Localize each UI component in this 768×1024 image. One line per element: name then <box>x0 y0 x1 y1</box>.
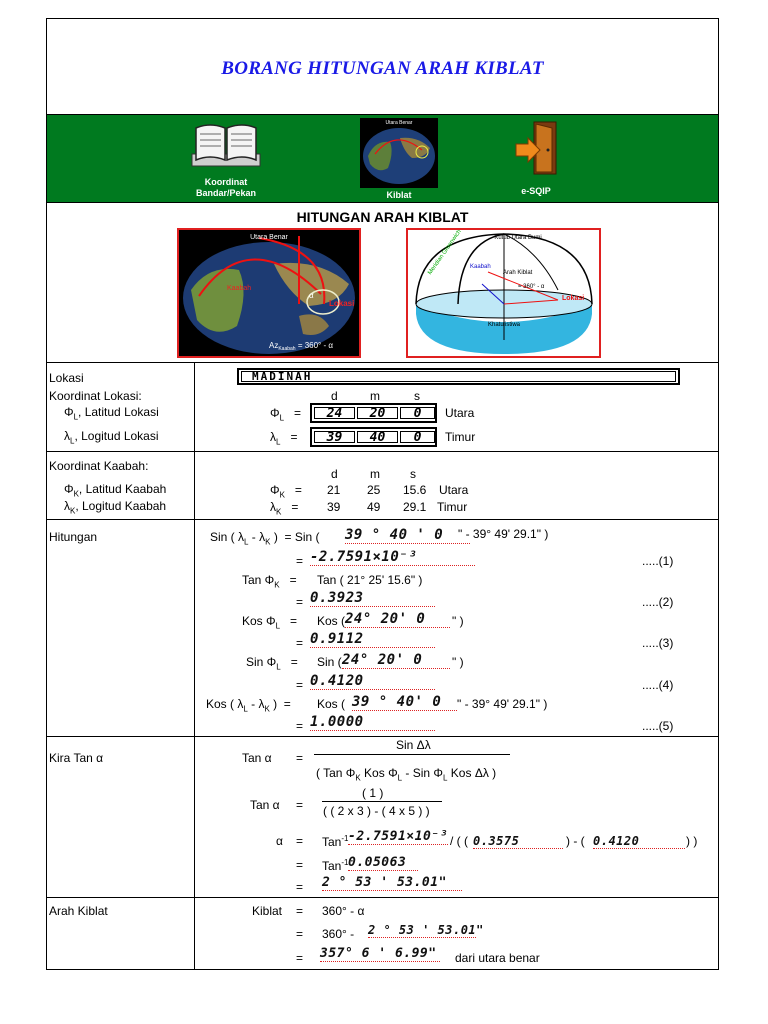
earth-diagram <box>179 230 359 356</box>
svg-text:Utara Benar: Utara Benar <box>250 234 288 241</box>
col-m: m <box>370 389 380 403</box>
denominator-2: ( ( 2 x 3 ) - ( 4 x 5 ) ) <box>323 804 430 818</box>
lon-m[interactable]: 40 <box>357 431 398 443</box>
divider <box>46 362 719 363</box>
svg-text:Kaabah: Kaabah <box>227 285 252 292</box>
result-3: 0.9112 <box>310 631 435 648</box>
globe-icon <box>360 118 438 188</box>
alpha-end: ) ) <box>686 834 698 848</box>
svg-text:AzKaabah = 360° - α: $Az_{Kaabah} = 360^\circ - \alpha$ <box>269 341 333 352</box>
result-4: 0.4120 <box>310 673 435 690</box>
lat-m[interactable]: 20 <box>357 407 398 419</box>
svg-text:Lokasi: Lokasi <box>329 299 355 308</box>
eq-sign: = <box>296 751 304 765</box>
alpha-input-4: 0.05063 <box>348 855 418 871</box>
kaabah-lat-s: 15.6 <box>403 483 427 497</box>
svg-text:Khatulistiwa: Khatulistiwa <box>488 322 521 328</box>
fraction-line <box>322 801 442 802</box>
kos-input: 24° 20' 0 <box>345 611 450 628</box>
eq-sign: = <box>296 678 304 692</box>
lat-d[interactable]: 24 <box>314 407 355 419</box>
lambda-l-symbol: $\lambda_L$ = <box>270 430 298 447</box>
sin2-input: 24° 20' 0 <box>342 652 450 669</box>
phi-l-symbol: $\Phi_L$ = <box>270 406 302 423</box>
divider <box>46 202 719 203</box>
kiblat-label[interactable]: Kiblat <box>386 190 412 200</box>
eq-sign: = <box>296 858 304 872</box>
tan-inv-2: Tan$^{-1}$ <box>322 858 349 873</box>
tan-inv-1: Tan$^{-1}$ <box>322 834 349 849</box>
sin-dl-label: Sin ( $\lambda_L - \lambda_K$ ) = Sin ( <box>210 530 320 547</box>
lon-d[interactable]: 39 <box>314 431 355 443</box>
eq-number-1: .....(1) <box>642 554 674 568</box>
result-1: -2.7591×10⁻³ <box>310 549 475 566</box>
eq-sign: = <box>296 595 304 609</box>
koordinat-button[interactable] <box>190 118 262 170</box>
result-2: 0.3923 <box>310 590 435 607</box>
sin-dl-input: 39 ° 40 ' 0 <box>345 527 470 544</box>
kaabah-lat-m: 25 <box>367 483 381 497</box>
kaabah-lon-d: 39 <box>327 500 341 514</box>
svg-text:Meridian Greenwich: Meridian Greenwich <box>427 230 463 277</box>
kiblat-label: Kiblat <box>252 904 283 918</box>
kiblat-result: 357° 6 ' 6.99" <box>320 946 440 962</box>
kaabah-lon-m: 49 <box>367 500 381 514</box>
koordinat-kaabah-label: Koordinat Kaabah: <box>49 459 149 473</box>
eq-sign: = <box>296 880 304 894</box>
tan-expr: Tan ( 21° 25' 15.6" ) <box>317 573 423 587</box>
kaabah-lon-s: 29.1 <box>403 500 427 514</box>
divider <box>46 451 719 452</box>
page-title: BORANG HITUNGAN ARAH KIBLAT <box>221 58 544 79</box>
eq-sign: = <box>296 904 304 918</box>
koordinat-lokasi-label: Koordinat Lokasi: <box>49 389 142 403</box>
book-icon <box>190 118 262 170</box>
svg-text:= 360° - α: = 360° - α <box>518 284 545 290</box>
alpha-input-1: -2.7591×10⁻³ <box>348 829 448 844</box>
sin2-close: " ) <box>452 655 464 669</box>
kiblat-expr-1: 360° - α <box>322 904 365 918</box>
kos-open: Kos ( <box>317 614 346 628</box>
kos-close: " ) <box>452 614 464 628</box>
alpha-input-3: 0.4120 <box>593 834 685 849</box>
column-divider <box>194 362 195 970</box>
divider <box>46 897 719 898</box>
col-s: s <box>414 389 420 403</box>
svg-text:Lokasi: Lokasi <box>562 295 585 302</box>
numerator-1: Sin Δλ <box>396 738 431 752</box>
eq-number-4: .....(4) <box>642 678 674 692</box>
tan-alpha-2: Tan α <box>250 798 280 812</box>
kira-label: Kira Tan α <box>49 751 104 765</box>
alpha-mid-2: ) - ( <box>566 834 585 848</box>
svg-text:Arah Kiblat: Arah Kiblat <box>503 270 533 276</box>
sphere-figure <box>406 228 601 358</box>
alpha-symbol: α <box>276 834 283 848</box>
eq-sign: = <box>296 554 304 568</box>
lokasi-value: MADINAH <box>241 371 676 382</box>
kos-dl-label: Kos ( $\lambda_L - \lambda_K$ ) = <box>206 697 291 714</box>
col-d: d <box>331 389 338 403</box>
lon-lokasi-label: $\lambda_L$, Logitud Lokasi <box>64 429 159 446</box>
kaabah-lat-dir: Utara <box>439 483 469 497</box>
kos-phil-label: Kos $\Phi_L$ = <box>242 614 298 631</box>
lon-kaabah-label: $\lambda_K$, Logitud Kaabah <box>64 499 167 516</box>
lambda-k-symbol: $\lambda_K$ = <box>270 500 299 517</box>
phi-k-symbol: $\Phi_K$ = <box>270 483 302 500</box>
divider <box>46 736 719 737</box>
earth-figure <box>177 228 361 358</box>
hitungan-label: Hitungan <box>49 530 98 544</box>
col-m: m <box>370 467 380 481</box>
col-d: d <box>331 467 338 481</box>
eq-sign: = <box>296 719 304 733</box>
kiblat-expr-2: 360° - <box>322 927 355 941</box>
lokasi-label: Lokasi <box>49 371 84 385</box>
sin-phil-label: Sin $\Phi_L$ = <box>246 655 298 672</box>
svg-text:Kutub Utara Bumi: Kutub Utara Bumi <box>494 235 542 241</box>
fraction-line <box>314 754 510 755</box>
kos2-open: Kos ( <box>317 697 346 711</box>
lat-lokasi-input[interactable] <box>310 403 437 423</box>
eq-sign: = <box>296 798 304 812</box>
eq-sign: = <box>296 834 304 848</box>
denominator-1: ( Tan $\Phi_K$ Kos $\Phi_L$ - Sin $\Phi_L$ Kos Δλ ) <box>316 766 497 783</box>
door-exit-icon <box>514 118 558 178</box>
svg-text:Kaabah: Kaabah <box>470 264 491 270</box>
lon-lokasi-input[interactable] <box>310 427 437 447</box>
lokasi-field[interactable] <box>237 368 680 385</box>
esqip-button[interactable] <box>514 118 558 178</box>
alpha-result: 2 ° 53 ' 53.01" <box>322 875 462 891</box>
sphere-diagram <box>408 230 599 356</box>
esqip-label[interactable]: e-SQIP <box>521 186 551 196</box>
divider <box>46 519 719 520</box>
thumb-label: Utara Benar <box>385 120 413 126</box>
tan-phik-label: Tan $\Phi_K$ = <box>242 573 297 590</box>
lon-s[interactable]: 0 <box>400 431 435 443</box>
result-5: 1.0000 <box>310 714 435 731</box>
eq-sign: = <box>296 636 304 650</box>
kaabah-lat-d: 21 <box>327 483 341 497</box>
kiblat-thumbnail[interactable] <box>360 118 438 188</box>
kos2-tail: " - 39° 49' 29.1" ) <box>457 697 548 711</box>
alpha-input-2: 0.3575 <box>473 834 563 849</box>
kiblat-input-1: 2 ° 53 ' 53.01" <box>368 923 484 937</box>
eq-number-5: .....(5) <box>642 719 674 733</box>
koordinat-label[interactable]: Koordinat Bandar/Pekan <box>195 177 257 198</box>
col-s: s <box>410 467 416 481</box>
eq-number-3: .....(3) <box>642 636 674 650</box>
sin-dl-tail: " - 39° 49' 29.1" ) <box>458 527 549 541</box>
section-title: HITUNGAN ARAH KIBLAT <box>296 209 469 225</box>
svg-text:α: α <box>309 291 314 300</box>
numerator-2: ( 1 ) <box>362 786 384 800</box>
eq-number-2: .....(2) <box>642 595 674 609</box>
eq-sign: = <box>296 951 304 965</box>
tan-alpha-1: Tan α <box>242 751 272 765</box>
sin2-open: Sin ( <box>317 655 342 669</box>
eq-sign: = <box>296 927 304 941</box>
kaabah-lon-dir: Timur <box>437 500 468 514</box>
lat-dir: Utara <box>445 406 475 420</box>
arah-label: Arah Kiblat <box>49 904 108 918</box>
lat-lokasi-label: $\Phi_L$, Latitud Lokasi <box>64 405 159 422</box>
lat-kaabah-label: $\Phi_K$, Latitud Kaabah <box>64 482 167 499</box>
lat-s[interactable]: 0 <box>400 407 435 419</box>
lon-dir: Timur <box>445 430 476 444</box>
kos2-input: 39 ° 40' 0 <box>352 694 457 711</box>
alpha-mid: / ( ( <box>450 834 468 848</box>
kiblat-suffix: dari utara benar <box>455 951 540 965</box>
